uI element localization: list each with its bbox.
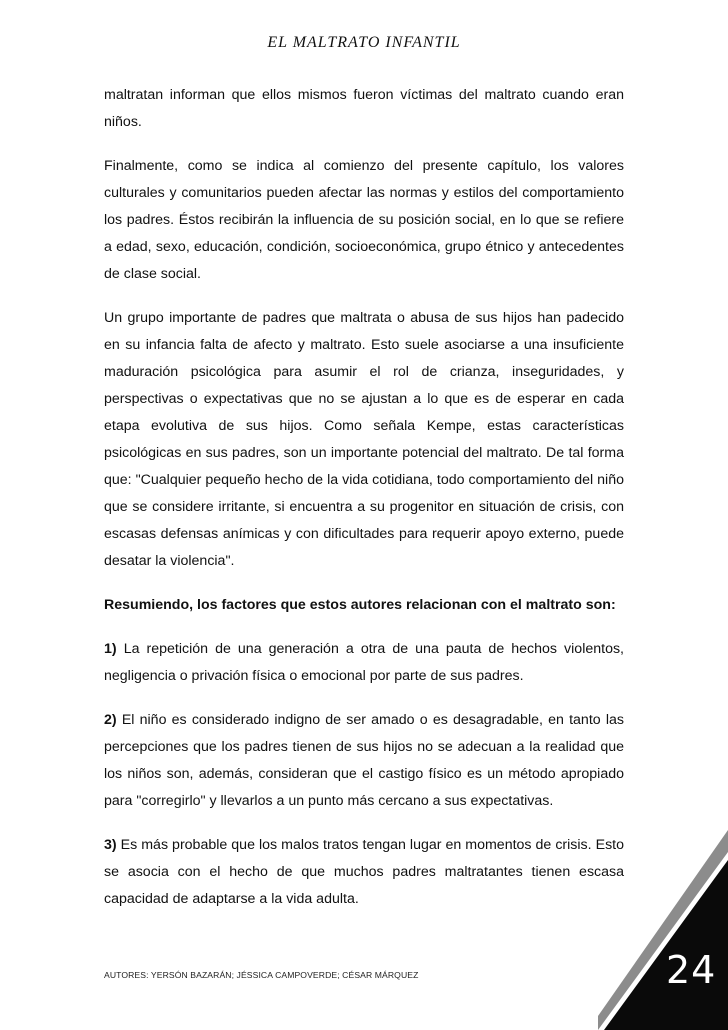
page-corner-decoration bbox=[598, 830, 728, 1030]
paragraph-1: maltratan informan que ellos mismos fueron víctimas del maltrato cuando eran niños. bbox=[104, 87, 624, 130]
factor-text-3: Es más probable que los malos tratos tengan lugar en momentos de crisis. Esto se asocia con el hecho de que muchos padres maltratantes tienen escasa capacidad de adaptarse a la vida adulta. bbox=[104, 837, 624, 907]
factor-item-3 bbox=[104, 832, 624, 913]
factor-text-1: La repetición de una generación a otra de una pauta de hechos violentos, negligencia o privación física o emocional por parte de sus padres. bbox=[104, 641, 624, 684]
factor-number-2: 2) bbox=[104, 712, 117, 728]
footer-authors: AUTORES: YERSÓN BAZARÁN; JÉSSICA CAMPOVERDE; CÉSAR MÁRQUEZ bbox=[104, 970, 419, 980]
paragraph-3: Un grupo importante de padres que maltrata o abusa de sus hijos han padecido en su infancia falta de afecto y maltrato. Esto suele asociarse a una insuficiente maduración psicológica para asumir el rol de crianza, inseguridades, y perspectivas o expectativas que no se ajustan a lo que es de esperar en cada etapa evolutiva de sus hijos. Como señala Kempe, estas características psicológicas en sus padres, son un importante potencial del maltrato. De tal forma que: "Cualquier pequeño hecho de la vida cotidiana, todo comportamiento del niño que se considere irritante, si encuentra a su progenitor en situación de crisis, con escasas defensas anímicas y con dificultades para requerir apoyo externo, puede desatar la violencia". bbox=[104, 310, 624, 569]
factor-number-1: 1) bbox=[104, 641, 117, 657]
factor-text-2: El niño es considerado indigno de ser amado o es desagradable, en tanto las percepciones que los padres tienen de sus hijos no se adecuan a la realidad que los niños son, además, consideran que el castigo físico es un método apropiado para "corregirlo" y llevarlos a un punto más cercano a sus expectativas. bbox=[104, 712, 624, 809]
factor-item-2 bbox=[104, 707, 624, 815]
factor-number-3: 3) bbox=[104, 837, 117, 853]
factor-item-1 bbox=[104, 636, 624, 690]
page-number: 24 bbox=[666, 948, 717, 992]
paragraph-2: Finalmente, como se indica al comienzo del presente capítulo, los valores culturales y comunitarios pueden afectar las normas y estilos del comportamiento los padres. Éstos recibirán la influencia de su posición social, en lo que se refiere a edad, sexo, educación, condición, socioeconómica, grupo étnico y antecedentes de clase social. bbox=[104, 158, 624, 282]
body-text bbox=[104, 82, 624, 930]
summary-heading: Resumiendo, los factores que estos autores relacionan con el maltrato son: bbox=[104, 597, 616, 613]
corner-black-triangle bbox=[604, 860, 728, 1030]
page-header-title: EL MALTRATO INFANTIL bbox=[267, 34, 461, 51]
